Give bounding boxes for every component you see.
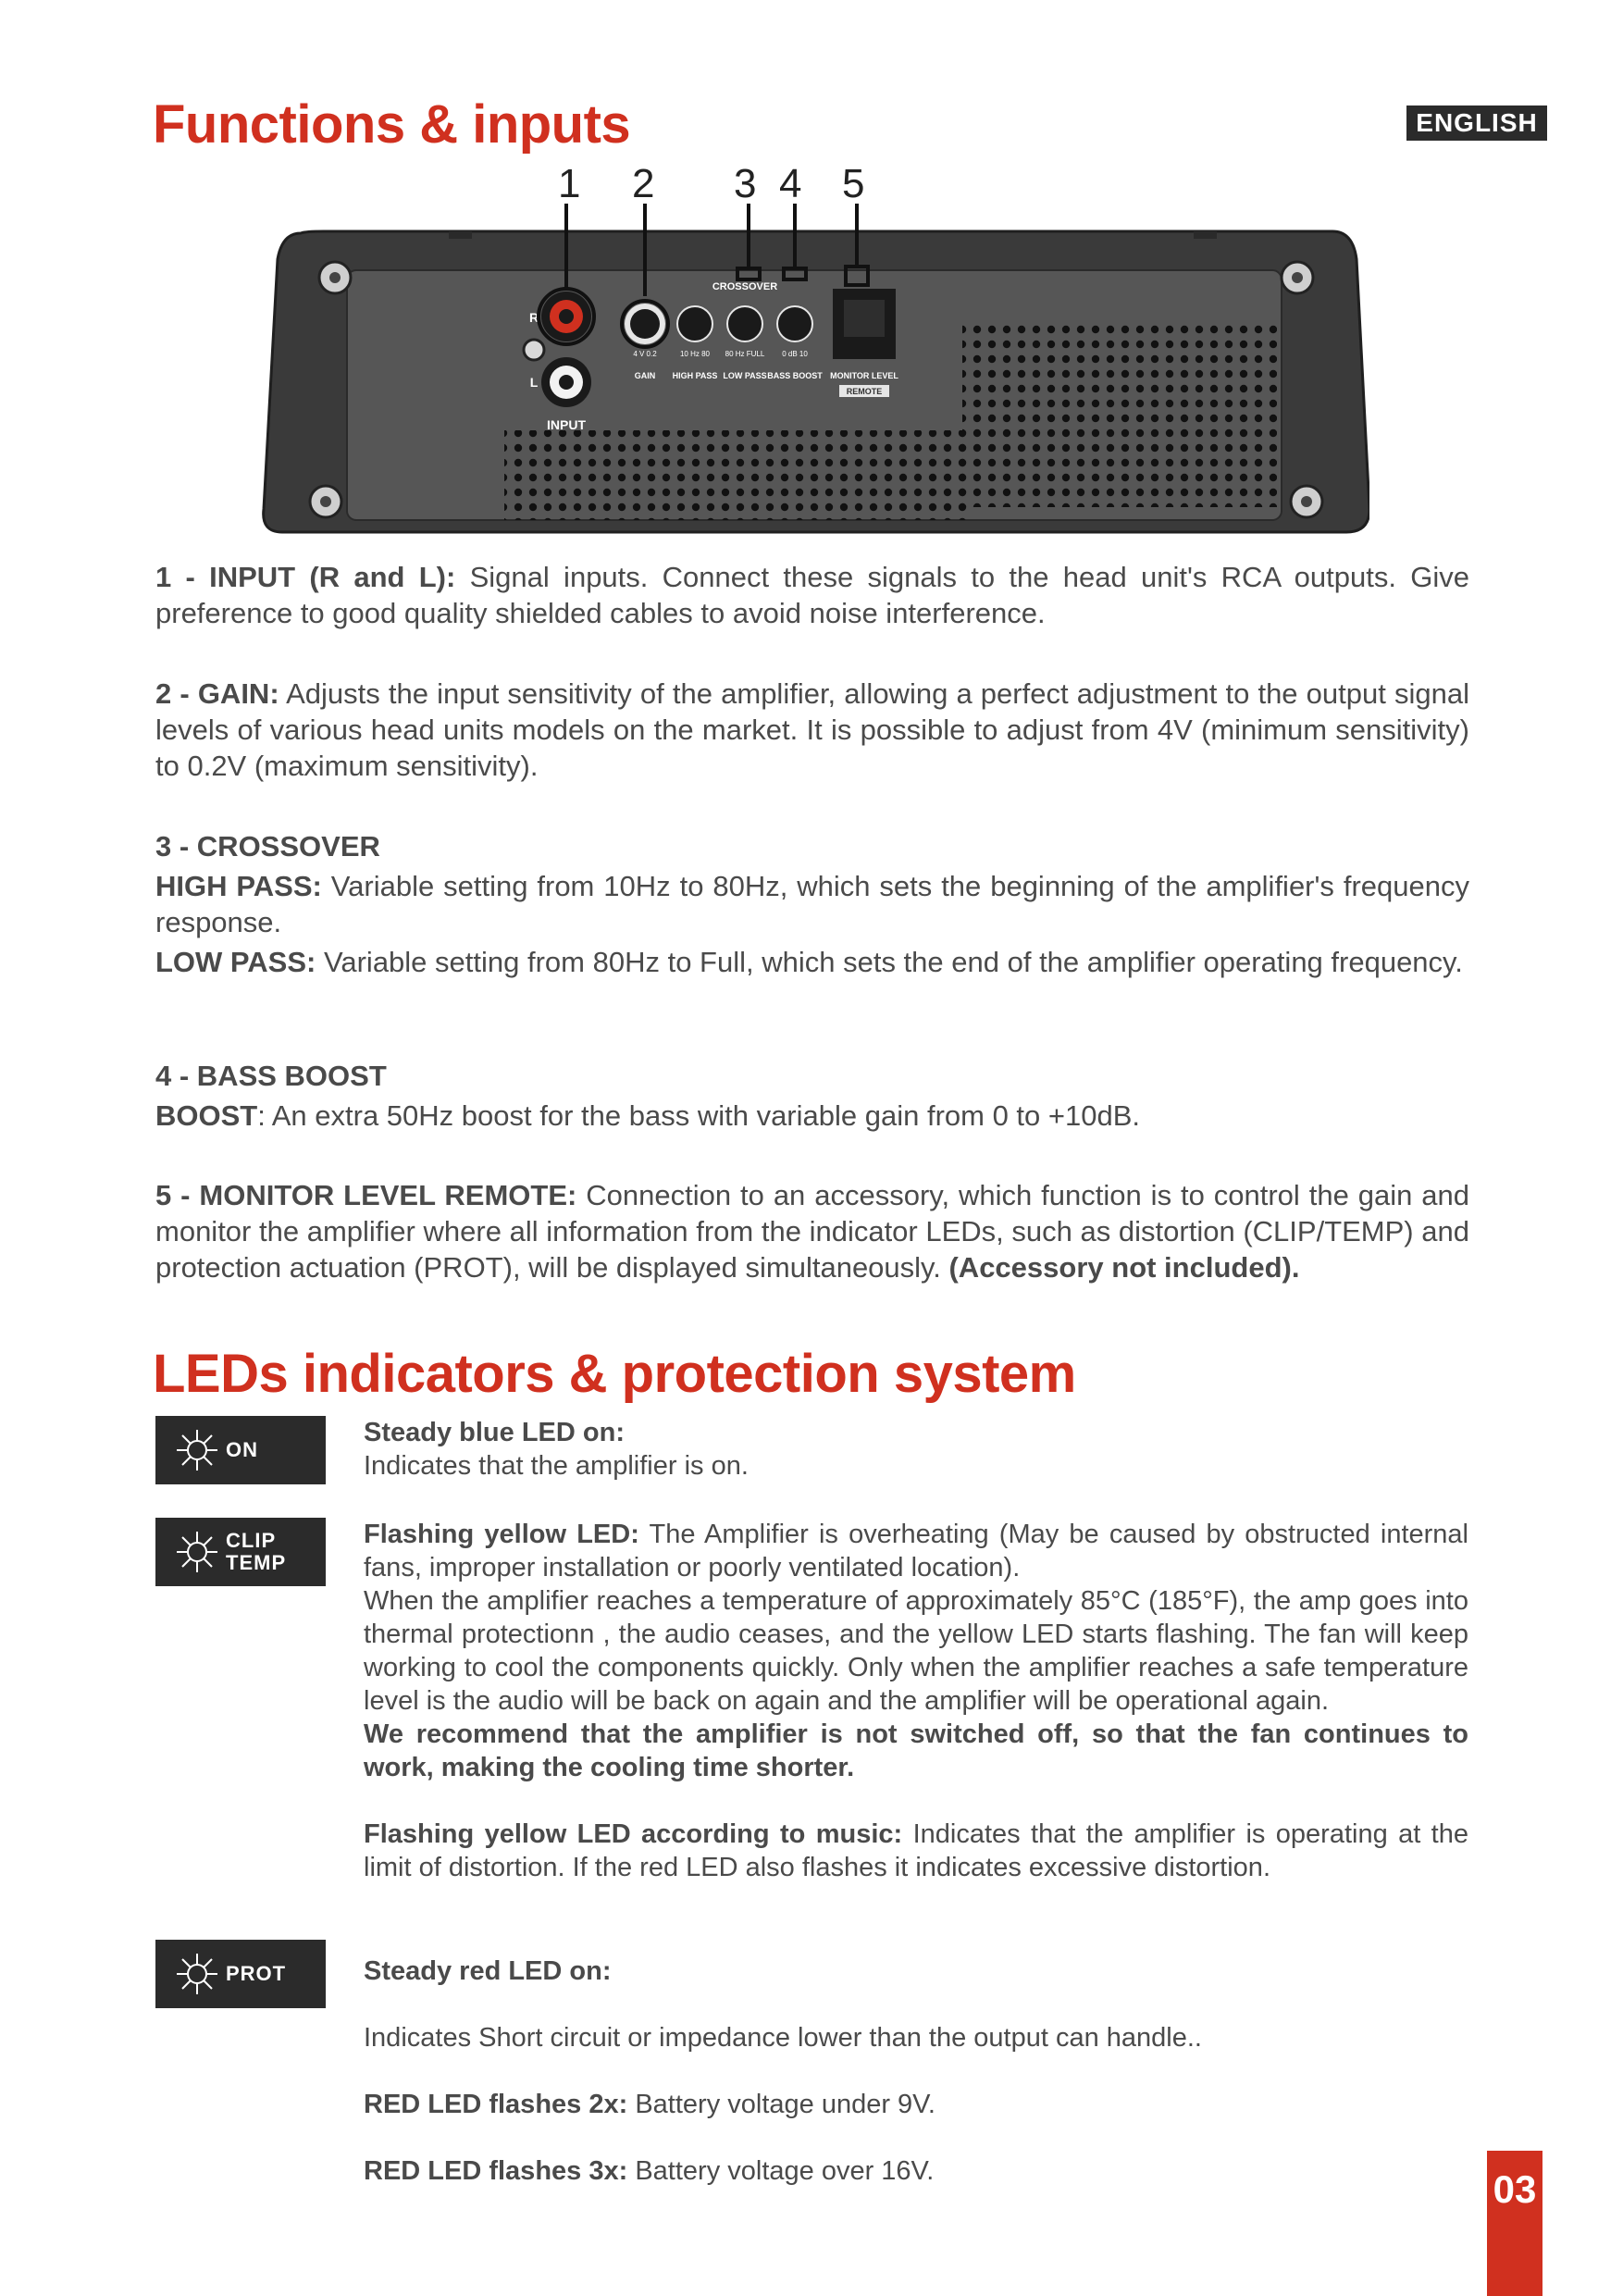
- monitor-note: (Accessory not included).: [948, 1251, 1300, 1284]
- boost-label: BOOST: [155, 1099, 258, 1132]
- high-pass-knob: [677, 306, 712, 341]
- high-pass-label: HIGH PASS:: [155, 870, 322, 902]
- led-prot-text: Indicates Short circuit or impedance lower than the output can handle..: [364, 2023, 1202, 2053]
- rca-r-label: R: [528, 310, 539, 325]
- callout-5: 5: [842, 161, 865, 206]
- gain-heading: 2 - GAIN:: [155, 677, 279, 710]
- led-clip-label: CLIP: [226, 1529, 277, 1552]
- screw-icon: [1282, 262, 1313, 293]
- led-flash2-text: Battery voltage under 9V.: [627, 2090, 935, 2119]
- remote-label: REMOTE: [846, 387, 883, 396]
- input-description: [155, 559, 1469, 631]
- page-title: Functions & inputs: [153, 94, 631, 155]
- callout-2: 2: [632, 161, 655, 206]
- led-temp-label: TEMP: [226, 1551, 287, 1574]
- crossover-heading: 3 - CROSSOVER: [155, 830, 380, 863]
- input-label: INPUT: [547, 417, 586, 432]
- monitor-description: [155, 1177, 1469, 1285]
- bass-boost-heading: 4 - BASS BOOST: [155, 1060, 387, 1092]
- led-music-heading: Flashing yellow LED according to music:: [364, 1819, 903, 1849]
- led-flash3-label: RED LED flashes 3x:: [364, 2156, 628, 2186]
- led-prot-badge: [155, 1940, 326, 2008]
- led-starburst-icon: [174, 1427, 220, 1473]
- gain-scale: 4 V 0.2: [633, 350, 657, 358]
- monitor-text: Connection to an accessory, which function is to control the gain and monitor the amplifier where all information from the indicator LEDs, such as distortion (CLIP/TEMP) and protection actuation (PROT), will be displayed simultaneously.: [155, 1179, 1470, 1284]
- leds-section-title: LEDs indicators & protection system: [153, 1344, 1076, 1404]
- bass-boost-knob-label: BASS BOOST: [767, 371, 823, 380]
- ground-screw-icon: [524, 340, 544, 360]
- led-flash3-text: Battery voltage over 16V.: [627, 2156, 935, 2186]
- rca-l-label: L: [529, 375, 539, 390]
- screw-icon: [310, 486, 341, 517]
- gain-knob-label: GAIN: [634, 371, 656, 380]
- vent-grille-right: [962, 322, 1277, 507]
- low-pass-knob: [727, 306, 762, 341]
- led-starburst-icon: [174, 1951, 220, 1997]
- language-badge: ENGLISH: [1406, 105, 1547, 141]
- callout-4: 4: [779, 161, 802, 206]
- low-pass-knob-label: LOW PASS: [723, 371, 767, 380]
- led-clip-text1: The Amplifier is overheating (May be caused by obstructed internal fans, improper installation or poorly ventilated location).: [364, 1520, 1468, 1582]
- led-clip-temp-label: [226, 1530, 286, 1574]
- boost-text: : An extra 50Hz boost for the bass with variable gain from 0 to +10dB.: [257, 1099, 1141, 1132]
- monitor-heading: 5 - MONITOR LEVEL REMOTE:: [155, 1179, 577, 1211]
- vent-grille-bottom: [504, 430, 967, 520]
- low-pass-text: Variable setting from 80Hz to Full, which sets the end of the amplifier operating frequency.: [316, 946, 1463, 978]
- bass-boost-section: [155, 1058, 1469, 1134]
- low-pass-scale: 80 Hz FULL: [725, 350, 765, 358]
- rca-right-connector: [541, 292, 591, 341]
- led-clip-description: [364, 1518, 1468, 1884]
- led-prot-heading: Steady red LED on:: [364, 1956, 612, 1986]
- bass-boost-scale: 0 dB 10: [782, 350, 808, 358]
- input-heading: 1 - INPUT (R and L):: [155, 561, 456, 593]
- gain-knob: [625, 304, 665, 344]
- rca-left-connector: [541, 357, 591, 407]
- screw-icon: [319, 262, 351, 293]
- gain-description: [155, 676, 1469, 784]
- callout-3: 3: [734, 161, 757, 206]
- led-on-label: ON: [226, 1438, 258, 1461]
- input-text: Signal inputs. Connect these signals to the head unit's RCA outputs. Give preference to good quality shielded cables to avoid noise interference.: [155, 561, 1470, 629]
- led-on-text: Indicates that the amplifier is on.: [364, 1451, 749, 1481]
- amplifier-panel-diagram: [259, 204, 1369, 546]
- callout-1: 1: [558, 161, 581, 206]
- high-pass-scale: 10 Hz 80: [679, 350, 711, 358]
- monitor-level-label: MONITOR LEVEL: [830, 371, 898, 380]
- page-number: 03: [1487, 2151, 1542, 2296]
- bass-boost-knob: [777, 306, 812, 341]
- screw-icon: [1291, 486, 1322, 517]
- led-clip-heading: Flashing yellow LED:: [364, 1520, 639, 1549]
- low-pass-label: LOW PASS:: [155, 946, 316, 978]
- crossover-label: CROSSOVER: [712, 281, 778, 292]
- high-pass-text: Variable setting from 10Hz to 80Hz, which sets the beginning of the amplifier's frequency response.: [155, 870, 1469, 938]
- led-clip-temp-badge: [155, 1518, 326, 1586]
- led-on-heading: Steady blue LED on:: [364, 1418, 625, 1447]
- led-clip-text2: When the amplifier reaches a temperature of approximately 85°C (185°F), the amp goes into thermal protectionn , the audio ceases, and the yellow LED starts flashing. The fan will keep working to cool the components quickly. Only when the amplifier reaches a safe temperature level is the audio will be back on again and the amplifier will be operational again.: [364, 1586, 1468, 1716]
- led-clip-recommend: We recommend that the amplifier is not switched off, so that the fan continues to work, making the cooling time shorter.: [364, 1719, 1468, 1782]
- led-prot-description: [364, 1955, 1468, 2188]
- gain-text: Adjusts the input sensitivity of the amplifier, allowing a perfect adjustment to the output signal levels of various head units models on the market. It is possible to adjust from 4V (minimum sensitivity) to 0.2V (maximum sensitivity).: [155, 677, 1469, 782]
- led-music-text: Indicates that the amplifier is operating at the limit of distortion. If the red LED also flashes it indicates excessive distortion.: [364, 1819, 1468, 1882]
- led-flash2-label: RED LED flashes 2x:: [364, 2090, 628, 2119]
- led-on-description: [364, 1416, 1468, 1483]
- crossover-section: [155, 828, 1469, 980]
- led-prot-label: PROT: [226, 1962, 287, 1985]
- led-starburst-icon: [174, 1529, 220, 1575]
- high-pass-knob-label: HIGH PASS: [672, 371, 718, 380]
- led-on-badge: [155, 1416, 326, 1484]
